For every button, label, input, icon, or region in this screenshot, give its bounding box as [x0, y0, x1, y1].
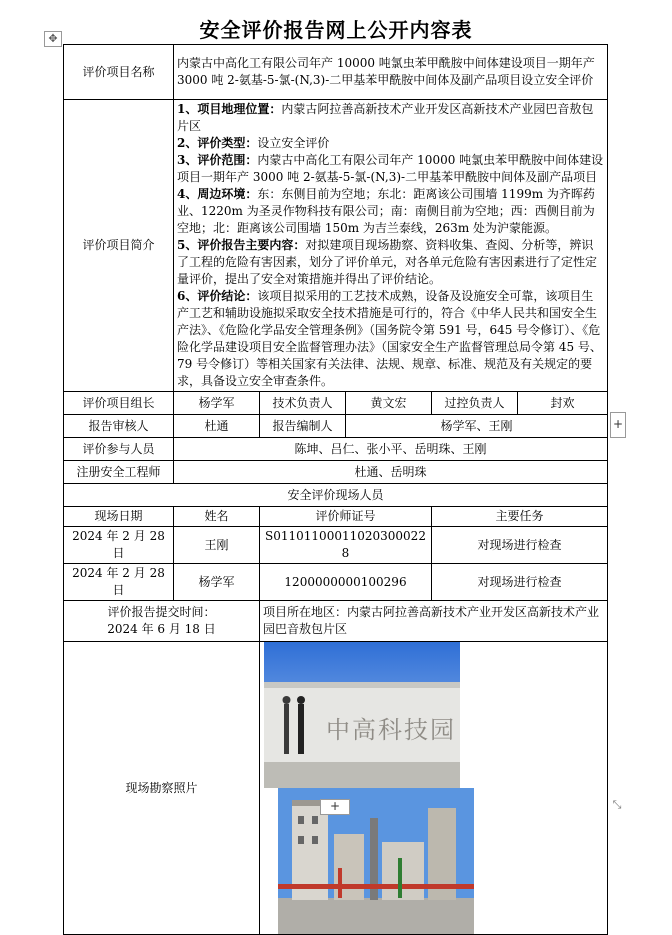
site-date[interactable]: 2024 年 2 月 28 日: [64, 527, 174, 564]
site-date[interactable]: 2024 年 2 月 28 日: [64, 564, 174, 601]
site-task[interactable]: 对现场进行检查: [432, 564, 608, 601]
summary-section: [177, 186, 604, 237]
site-task[interactable]: 对现场进行检查: [432, 527, 608, 564]
reviewers-row: [64, 415, 608, 438]
writer-value[interactable]: 杨学军、王刚: [346, 415, 608, 438]
site-name[interactable]: 王刚: [174, 527, 260, 564]
engineers-row: [64, 461, 608, 484]
reviewer-value[interactable]: 杜通: [174, 415, 260, 438]
site-photo-gate[interactable]: [264, 642, 460, 788]
site-staff-heading-row: [64, 484, 608, 507]
table-row: [64, 527, 608, 564]
writer-label: 报告编制人: [260, 415, 346, 438]
section-heading: 5、评价报告主要内容：: [177, 238, 306, 252]
engineers-value[interactable]: 杜通、岳明珠: [174, 461, 608, 484]
section-text: 该项目拟采用的工艺技术成熟，设备及设施安全可靠，该项目生产工艺和辅助设施拟采取安全技术措施是可行的，符合《中华人民共和国安全生产法》、《危险化学品安全管理条例》（国务院令第 591 号，645 号令修订）、《危险化学品建设项目安全监督管理办法》（国家安全生产监督管理总局令第 45 号、79 号令修订）等相关国家有关法律、法规、规章、标准、规范及有关规定的要求，具备设立安全审查条件。: [177, 289, 602, 388]
leaders-row: [64, 392, 608, 415]
photos-row: [64, 642, 608, 935]
column-header: 姓名: [174, 507, 260, 527]
reviewer-label: 报告审核人: [64, 415, 174, 438]
site-staff-heading: 安全评价现场人员: [64, 484, 608, 507]
engineers-label: 注册安全工程师: [64, 461, 174, 484]
add-row-icon[interactable]: +: [320, 799, 350, 815]
participants-value[interactable]: 陈坤、吕仁、张小平、岳明珠、王刚: [174, 438, 608, 461]
project-location[interactable]: 项目所在地区：内蒙古阿拉善高新技术产业开发区高新技术产业园巴音敖包片区: [260, 601, 608, 642]
table-row: [64, 564, 608, 601]
summary-section: [177, 288, 604, 390]
section-heading: 6、评价结论：: [177, 289, 258, 303]
project-summary-row: [64, 100, 608, 392]
project-summary-label: 评价项目简介: [64, 100, 174, 392]
site-photo-plant[interactable]: [278, 788, 474, 934]
section-text: 内蒙古中高化工有限公司年产 10000 吨氯虫苯甲酰胺中间体建设项目一期年产 3000 吨 2-氨基-5-氯-(N,3)-二甲基苯甲酰胺中间体及副产品项目: [177, 153, 604, 184]
submission-time-cell: [64, 601, 260, 642]
project-name-row: [64, 45, 608, 100]
tech-lead-label: 技术负责人: [260, 392, 346, 415]
leader-value[interactable]: 杨学军: [174, 392, 260, 415]
table-resize-handle-icon[interactable]: ⤡: [612, 798, 622, 811]
table-move-handle-icon[interactable]: ✥: [44, 31, 62, 47]
submission-row: [64, 601, 608, 642]
leader-label: 评价项目组长: [64, 392, 174, 415]
project-summary-content[interactable]: [174, 100, 608, 392]
page-title: 安全评价报告网上公开内容表: [199, 18, 473, 42]
site-cert-no[interactable]: S011011000110203000228: [260, 527, 432, 564]
process-lead-value[interactable]: 封欢: [518, 392, 608, 415]
participants-label: 评价参与人员: [64, 438, 174, 461]
section-text: 对拟建项目现场勘察、资料收集、查阅、分析等，辨识了工程的危险有害因素，划分了评价单元，对各单元危险有害因素进行了定性定量评价，提出了安全对策措施并得出了评价结论。: [177, 238, 598, 286]
section-heading: 3、评价范围：: [177, 153, 258, 167]
section-heading: 4、周边环境：: [177, 187, 258, 201]
section-heading: 2、评价类型：: [177, 136, 258, 150]
site-staff-header-row: [64, 507, 608, 527]
summary-section: [177, 101, 604, 135]
site-name[interactable]: 杨学军: [174, 564, 260, 601]
summary-section: [177, 135, 604, 152]
submission-time-value[interactable]: 2024 年 6 月 18 日: [107, 622, 216, 636]
column-header: 评价师证号: [260, 507, 432, 527]
summary-section: [177, 152, 604, 186]
column-header: 现场日期: [64, 507, 174, 527]
photos-label: 现场勘察照片: [64, 642, 260, 935]
summary-section: [177, 237, 604, 288]
submission-time-label: 评价报告提交时间：: [107, 605, 216, 619]
section-text: 东：东侧目前为空地；东北：距离该公司围墙 1199m 为齐晖药业、1220m 为圣灵作物科技有限公司；南：南侧目前为空地；西：西侧目前为空地；北：距离该公司围墙 150m 为吉兰泰线，263m 处为沪蒙能源。: [177, 187, 595, 235]
tech-lead-value[interactable]: 黄文宏: [346, 392, 432, 415]
section-text: 设立安全评价: [257, 136, 330, 150]
process-lead-label: 过控负责人: [432, 392, 518, 415]
add-column-icon[interactable]: +: [610, 412, 626, 438]
project-name-label: 评价项目名称: [64, 45, 174, 100]
section-text: 内蒙古阿拉善高新技术产业开发区高新技术产业园巴音敖包片区: [177, 102, 594, 133]
site-cert-no[interactable]: 1200000000100296: [260, 564, 432, 601]
section-heading: 1、项目地理位置：: [177, 102, 282, 116]
column-header: 主要任务: [432, 507, 608, 527]
wall-sign-text: 中高科技园: [326, 716, 456, 744]
participants-row: [64, 438, 608, 461]
project-name-value[interactable]: 内蒙古中高化工有限公司年产 10000 吨氯虫苯甲酰胺中间体建设项目一期年产 3000 吨 2-氨基-5-氯-(N,3)-二甲基苯甲酰胺中间体及副产品项目设立安全评价: [174, 45, 608, 100]
photos-cell: [260, 642, 608, 935]
